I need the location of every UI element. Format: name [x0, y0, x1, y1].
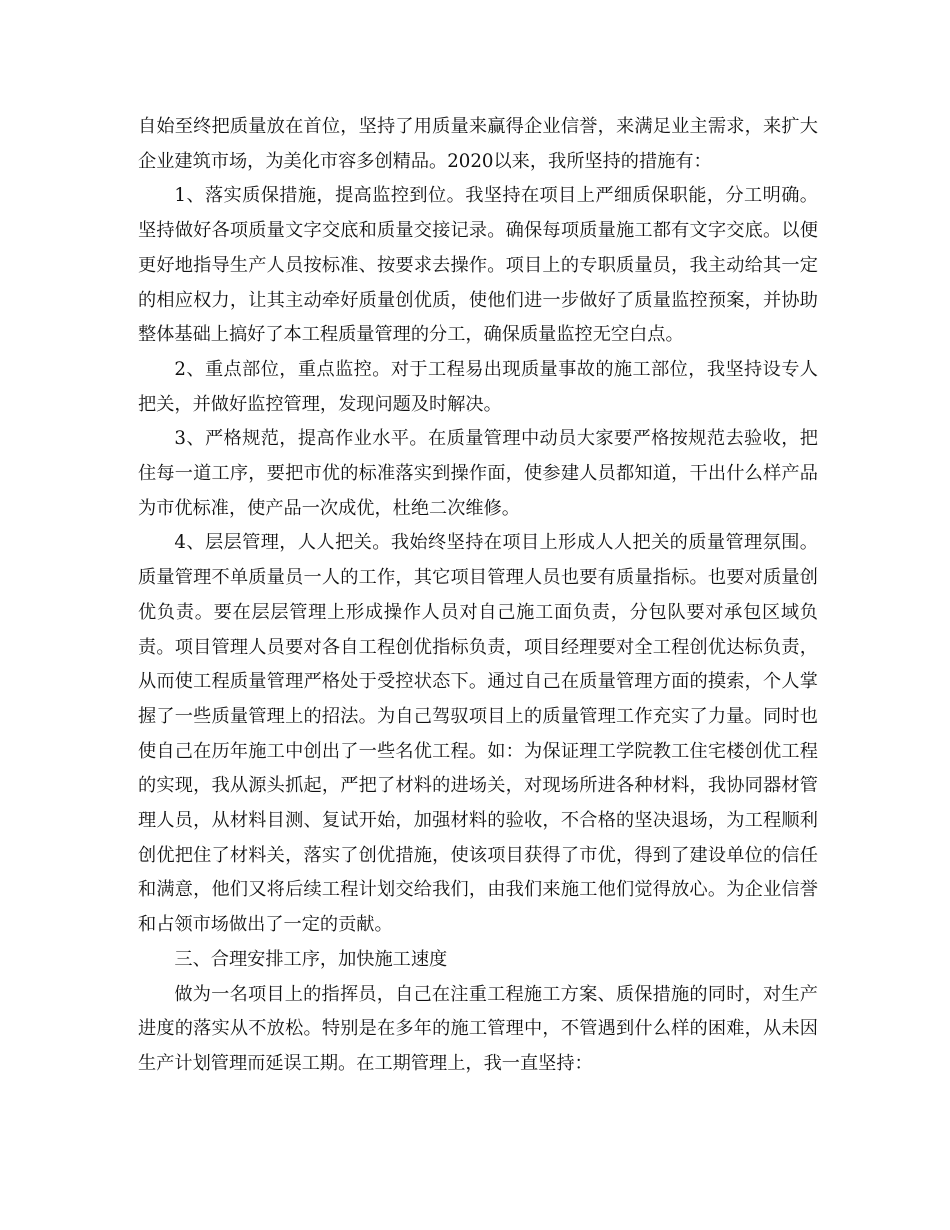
paragraph-intro: 自始至终把质量放在首位，坚持了用质量来赢得企业信誉，来满足业主需求，来扩大企业建筑市场，为美化市容多创精品。2020以来，我所坚持的措施有： [138, 116, 818, 172]
paragraph-item-3: 3、严格规范，提高作业水平。在质量管理中动员大家要严格按规范去验收，把住每一道工序，要把市优的标准落实到操作面，使参建人员都知道，干出什么样产品为市优标准，使产品一次成优，杜绝二次维修。 [138, 428, 818, 519]
paragraph-item-2: 2、重点部位，重点监控。对于工程易出现质量事故的施工部位，我坚持设专人把关，并做好监控管理，发现问题及时解决。 [138, 358, 818, 415]
paragraph-item-4: 4、层层管理，人人把关。我始终坚持在项目上形成人人把关的质量管理氛围。质量管理不单质量员一人的工作，其它项目管理人员也要有质量指标。也要对质量创优负责。要在层层管理上形成操作人员对自己施工面负责，分包队要对承包区域负责。项目管理人员要对各自工程创优指标负责，项目经理要对全工程创优达标负责，从而使工程质量管理严格处于受控状态下。通过自己在质量管理方面的摸索，个人掌握了一些质量管理上的招法。为自己驾驭项目上的质量管理工作充实了力量。同时也使自己在历年施工中创出了一些名优工程。如：为保证理工学院教工住宅楼创优工程的实现，我从源头抓起，严把了材料的进场关，对现场所进各种材料，我协同器材管理人员，从材料目测、复试开始，加强材料的验收，不合格的坚决退场，为工程顺利创优把住了材料关，落实了创优措施，使该项目获得了市优，得到了建设单位的信任和满意，他们又将后续工程计划交给我们，由我们来施工他们觉得放心。为企业信誉和占领市场做出了一定的贡献。 [138, 532, 818, 936]
paragraph-item-1: 1、落实质保措施，提高监控到位。我坚持在项目上严细质保职能，分工明确。坚持做好各项质量文字交底和质量交接记录。确保每项质量施工都有文字交底。以便更好地指导生产人员按标准、按要求去操作。项目上的专职质量员，我主动给其一定的相应权力，让其主动牵好质量创优质，使他们进一步做好了质量监控预案，并协助整体基础上搞好了本工程质量管理的分工，确保质量监控无空白点。 [138, 185, 818, 346]
document-body [138, 110, 818, 1082]
section-heading-3: 三、合理安排工序，加快施工速度 [174, 948, 448, 970]
paragraph-section-3: 做为一名项目上的指挥员，自己在注重工程施工方案、质保措施的同时，对生产进度的落实从不放松。特别是在多年的施工管理中，不管遇到什么样的困难，从未因生产计划管理而延误工期。在工期管理上，我一直坚持： [138, 983, 818, 1074]
